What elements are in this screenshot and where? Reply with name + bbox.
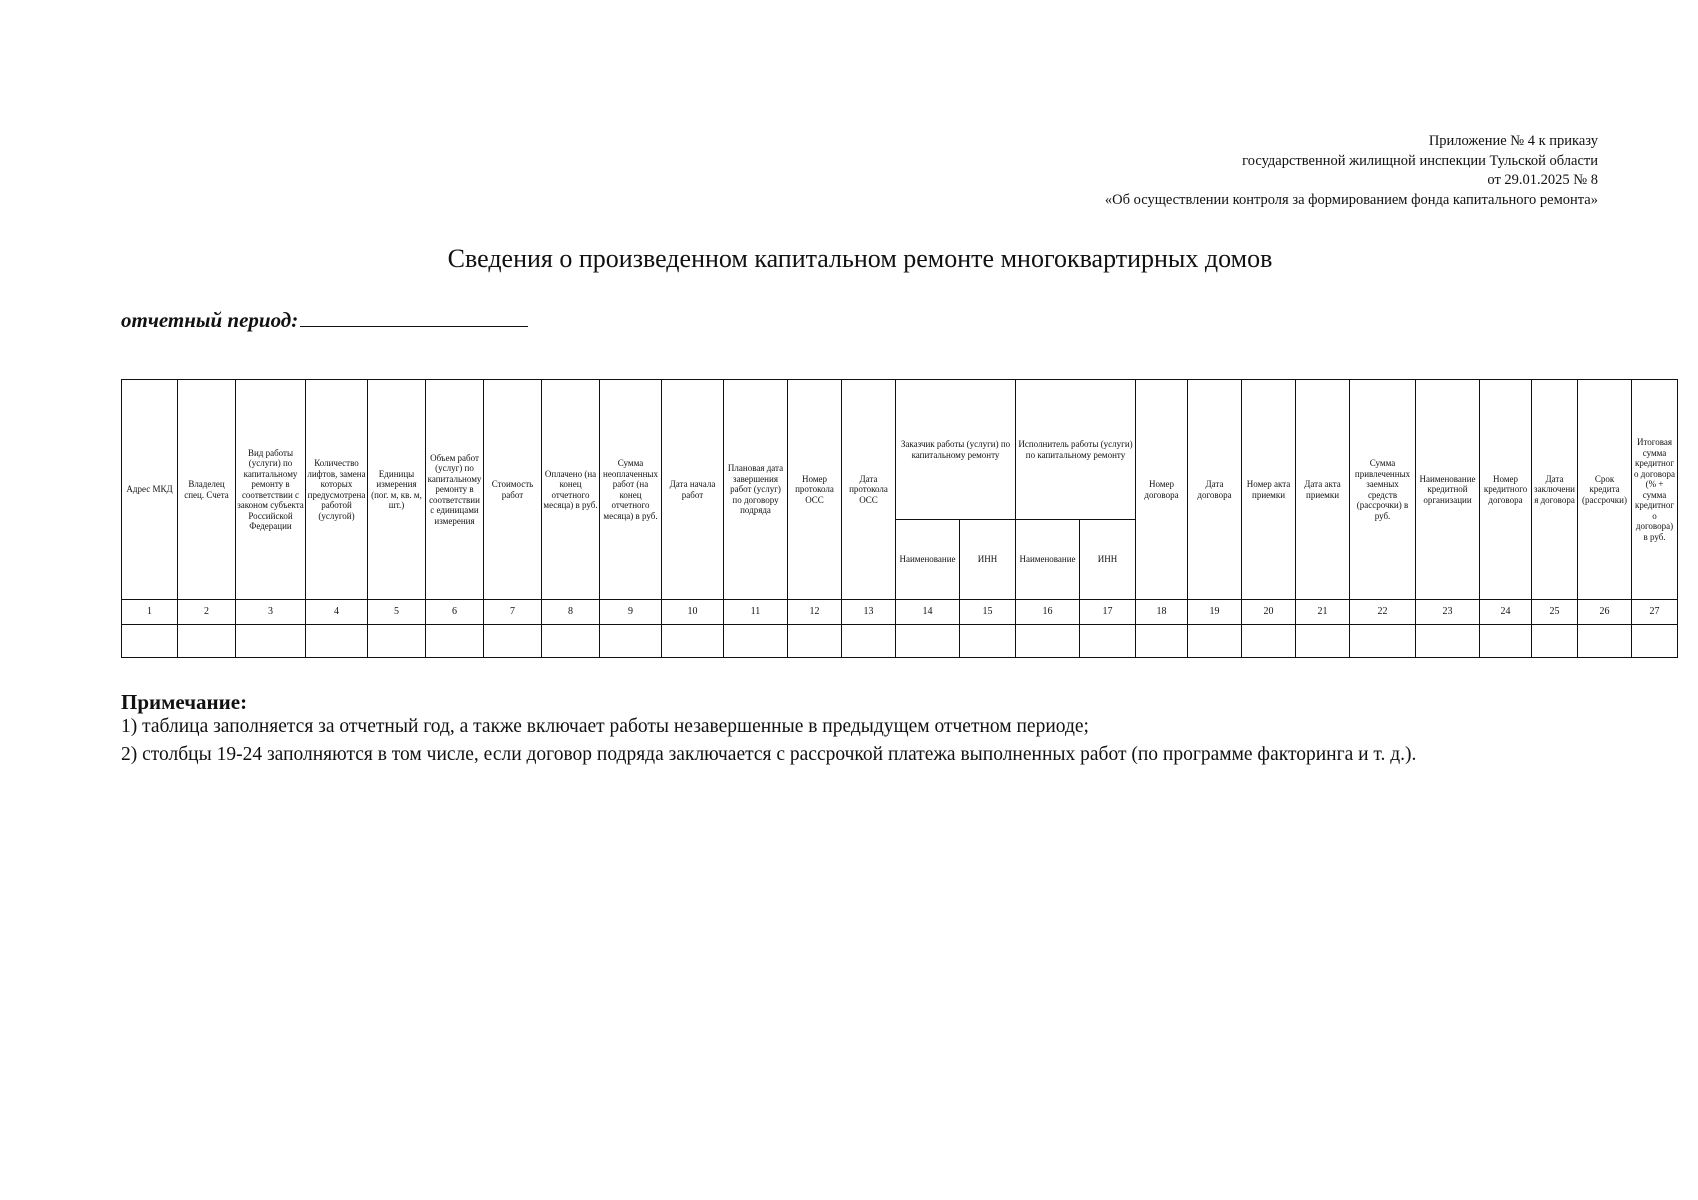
table-cell [842,625,896,658]
col-number: 16 [1016,600,1080,625]
col-number: 8 [542,600,600,625]
table-cell [724,625,788,658]
col-header-21: Дата акта приемки [1296,380,1350,600]
col-number: 2 [178,600,236,625]
col-number: 7 [484,600,542,625]
table-cell [484,625,542,658]
col-header-17-contractor-inn: ИНН [1080,520,1136,600]
table-cell [1632,625,1678,658]
empty-data-row [122,625,1678,658]
col-number: 5 [368,600,426,625]
col-header-24: Номер кредитного договора [1480,380,1532,600]
col-header-13: Дата протокола ОСС [842,380,896,600]
col-number: 18 [1136,600,1188,625]
table-cell [600,625,662,658]
header-line-3: от 29.01.2025 № 8 [1487,172,1598,188]
col-group-contractor: Исполнитель работы (услуги) по капитальному ремонту [1016,380,1136,520]
col-header-3: Вид работы (услуги) по капитальному ремонту в соответствии с законом субъекта Российской Федерации [236,380,306,600]
col-number: 6 [426,600,484,625]
col-number: 21 [1296,600,1350,625]
order-reference-header [1105,132,1598,210]
col-header-1: Адрес МКД [122,380,178,600]
col-header-7: Стоимость работ [484,380,542,600]
reporting-period-blank-field [300,306,528,327]
table-cell [662,625,724,658]
col-header-15-customer-inn: ИНН [960,520,1016,600]
table-cell [1242,625,1296,658]
col-header-19: Дата договора [1188,380,1242,600]
col-number: 19 [1188,600,1242,625]
col-number: 12 [788,600,842,625]
col-number: 11 [724,600,788,625]
table-cell [1350,625,1416,658]
col-number: 13 [842,600,896,625]
col-number: 14 [896,600,960,625]
col-number: 10 [662,600,724,625]
col-header-10: Дата начала работ [662,380,724,600]
table-cell [368,625,426,658]
header-line-2: государственной жилищной инспекции Тульской области [1242,152,1598,169]
col-number: 20 [1242,600,1296,625]
col-number: 1 [122,600,178,625]
table-cell [306,625,368,658]
note-title: Примечание: [121,690,248,714]
col-number: 15 [960,600,1016,625]
column-number-row [122,600,1678,625]
table-cell [896,625,960,658]
table-cell [1136,625,1188,658]
col-header-12: Номер протокола ОСС [788,380,842,600]
table-cell [178,625,236,658]
table-cell [1080,625,1136,658]
table-cell [426,625,484,658]
col-header-16-contractor-name: Наименование [1016,520,1080,600]
table-cell [1188,625,1242,658]
col-header-8: Оплачено (на конец отчетного месяца) в руб. [542,380,600,600]
table-cell [122,625,178,658]
table-cell [1016,625,1080,658]
col-header-11: Плановая дата завершения работ (услуг) по договору подряда [724,380,788,600]
table-cell [542,625,600,658]
col-header-26: Срок кредита (рассрочки) [1578,380,1632,600]
col-number: 9 [600,600,662,625]
col-header-20: Номер акта приемки [1242,380,1296,600]
col-header-4: Количество лифтов, замена которых предусмотрена работой (услугой) [306,380,368,600]
col-header-25: Дата заключения договора [1532,380,1578,600]
header-line-4: «Об осуществлении контроля за формированием фонда капитального ремонта» [1104,191,1598,208]
reporting-period [121,306,528,333]
col-header-5: Единицы измерения (пог. м, кв. м, шт.) [368,380,426,600]
document-title: Сведения о произведенном капитальном ремонте многоквартирных домов [447,244,1273,273]
table-cell [1532,625,1578,658]
note-item-1: 1) таблица заполняется за отчетный год, а также включает работы незавершенные в предыдущем отчетном периоде; [121,716,1089,737]
col-number: 23 [1416,600,1480,625]
col-number: 25 [1532,600,1578,625]
capital-repair-table [121,379,1678,658]
col-header-6: Объем работ (услуг) по капитальному ремонту в соответствии с единицами измерения [426,380,484,600]
table-cell [1416,625,1480,658]
reporting-period-label: отчетный период: [121,308,299,332]
col-number: 3 [236,600,306,625]
col-number: 26 [1578,600,1632,625]
table-cell [1578,625,1632,658]
col-header-23: Наименование кредитной организации [1416,380,1480,600]
col-group-customer: Заказчик работы (услуги) по капитальному ремонту [896,380,1016,520]
table-cell [788,625,842,658]
col-number: 24 [1480,600,1532,625]
col-number: 27 [1632,600,1678,625]
col-number: 22 [1350,600,1416,625]
col-header-18: Номер договора [1136,380,1188,600]
table-cell [960,625,1016,658]
table-cell [236,625,306,658]
note-item-2: 2) столбцы 19-24 заполняются в том числе, если договор подряда заключается с рассрочкой платежа выполненных работ (по программе факторинга и т. д.). [121,744,1417,765]
table-cell [1480,625,1532,658]
col-header-22: Сумма привлеченных заемных средств (рассрочки) в руб. [1350,380,1416,600]
col-number: 17 [1080,600,1136,625]
col-header-9: Сумма неоплаченных работ (на конец отчетного месяца) в руб. [600,380,662,600]
col-number: 4 [306,600,368,625]
col-header-14-customer-name: Наименование [896,520,960,600]
col-header-27: Итоговая сумма кредитного договора (% + сумма кредитного договора) в руб. [1632,380,1678,600]
col-header-2: Владелец спец. Счета [178,380,236,600]
table-cell [1296,625,1350,658]
header-line-1: Приложение № 4 к приказу [1428,133,1598,149]
